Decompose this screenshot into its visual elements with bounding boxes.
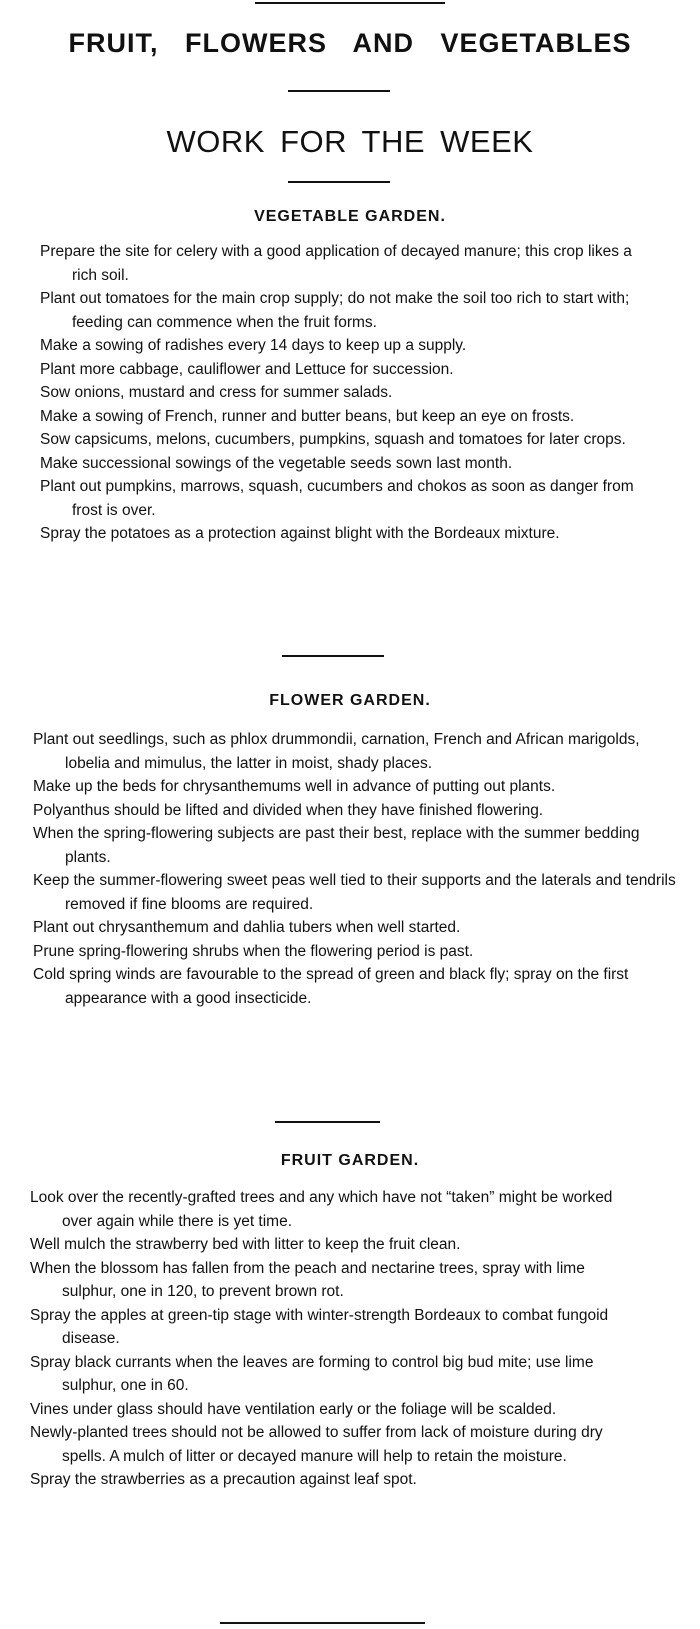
list-item: Prepare the site for celery with a good application of decayed manure; this crop likes a rich soil. xyxy=(40,243,632,284)
divider-rule xyxy=(275,1121,380,1123)
list-item: Prune spring-flowering shrubs when the flowering period is past. xyxy=(33,942,474,960)
list-item: Polyanthus should be lifted and divided when they have finished flowering. xyxy=(33,801,544,819)
list-item: Look over the recently-grafted trees and any which have not “taken” might be worked over again while there is yet time. xyxy=(30,1189,613,1230)
list-item: Plant more cabbage, cauliflower and Lettuce for succession. xyxy=(40,360,454,378)
divider-rule xyxy=(282,655,384,657)
list-item: Spray the potatoes as a protection against blight with the Bordeaux mixture. xyxy=(40,525,560,542)
list-item: When the blossom has fallen from the peach and nectarine trees, spray with lime sulphur, one in 120, to prevent brown rot. xyxy=(30,1259,585,1300)
flower-list xyxy=(33,728,678,1010)
fruit-list xyxy=(30,1186,642,1492)
top-rule xyxy=(255,2,445,4)
section-heading-vegetable: VEGETABLE GARDEN. xyxy=(254,208,446,225)
list-item: Cold spring winds are favourable to the spread of green and black fly; spray on the first appearance with a good insecticide. xyxy=(33,966,629,1007)
list-item: Spray black currants when the leaves are forming to control big bud mite; use lime sulphur, one in 60. xyxy=(30,1353,594,1394)
list-item: Newly-planted trees should not be allowed to suffer from lack of moisture during dry spells. A mulch of litter or decayed manure will help to retain the moisture. xyxy=(30,1424,603,1465)
list-item: When the spring-flowering subjects are past their best, replace with the summer bedding plants. xyxy=(33,825,640,866)
list-item: Make successional sowings of the vegetable seeds sown last month. xyxy=(40,454,513,472)
vegetable-list xyxy=(40,240,650,546)
list-item: Plant out pumpkins, marrows, squash, cucumbers and chokos as soon as danger from frost is over. xyxy=(40,478,634,519)
list-item: Keep the summer-flowering sweet peas well tied to their supports and the laterals and tendrils removed if fine blooms are required. xyxy=(33,872,676,913)
list-item: Sow capsicums, melons, cucumbers, pumpkins, squash and tomatoes for later crops. xyxy=(40,431,626,448)
list-item: Plant out tomatoes for the main crop supply; do not make the soil too rich to start with; feeding can commence when the fruit forms. xyxy=(40,290,630,331)
list-item: Make a sowing of French, runner and butter beans, but keep an eye on frosts. xyxy=(40,407,575,425)
list-item: Well mulch the strawberry bed with litter to keep the fruit clean. xyxy=(30,1236,461,1253)
section-heading-fruit: FRUIT GARDEN. xyxy=(280,1152,420,1169)
list-item: Plant out chrysanthemum and dahlia tubers when well started. xyxy=(33,919,461,936)
divider-rule xyxy=(288,181,390,183)
bottom-rule xyxy=(220,1622,425,1624)
list-item: Make up the beds for chrysanthemums well in advance of putting out plants. xyxy=(33,778,556,795)
list-item: Make a sowing of radishes every 14 days to keep up a supply. xyxy=(40,337,467,354)
page-title: FRUIT, FLOWERS AND VEGETABLES xyxy=(68,28,632,58)
list-item: Spray the apples at green-tip stage with winter-strength Bordeaux to combat fungoid disease. xyxy=(30,1306,609,1347)
list-item: Sow onions, mustard and cress for summer salads. xyxy=(40,384,393,401)
page-subtitle: WORK FOR THE WEEK xyxy=(166,124,534,159)
divider-rule xyxy=(288,90,390,92)
list-item: Plant out seedlings, such as phlox drummondii, carnation, French and African marigolds, lobelia and mimulus, the latter in moist, shady places. xyxy=(33,731,640,772)
list-item: Vines under glass should have ventilation early or the foliage will be scalded. xyxy=(30,1400,557,1418)
section-heading-flower: FLOWER GARDEN. xyxy=(269,692,431,709)
list-item: Spray the strawberries as a precaution against leaf spot. xyxy=(30,1471,417,1488)
